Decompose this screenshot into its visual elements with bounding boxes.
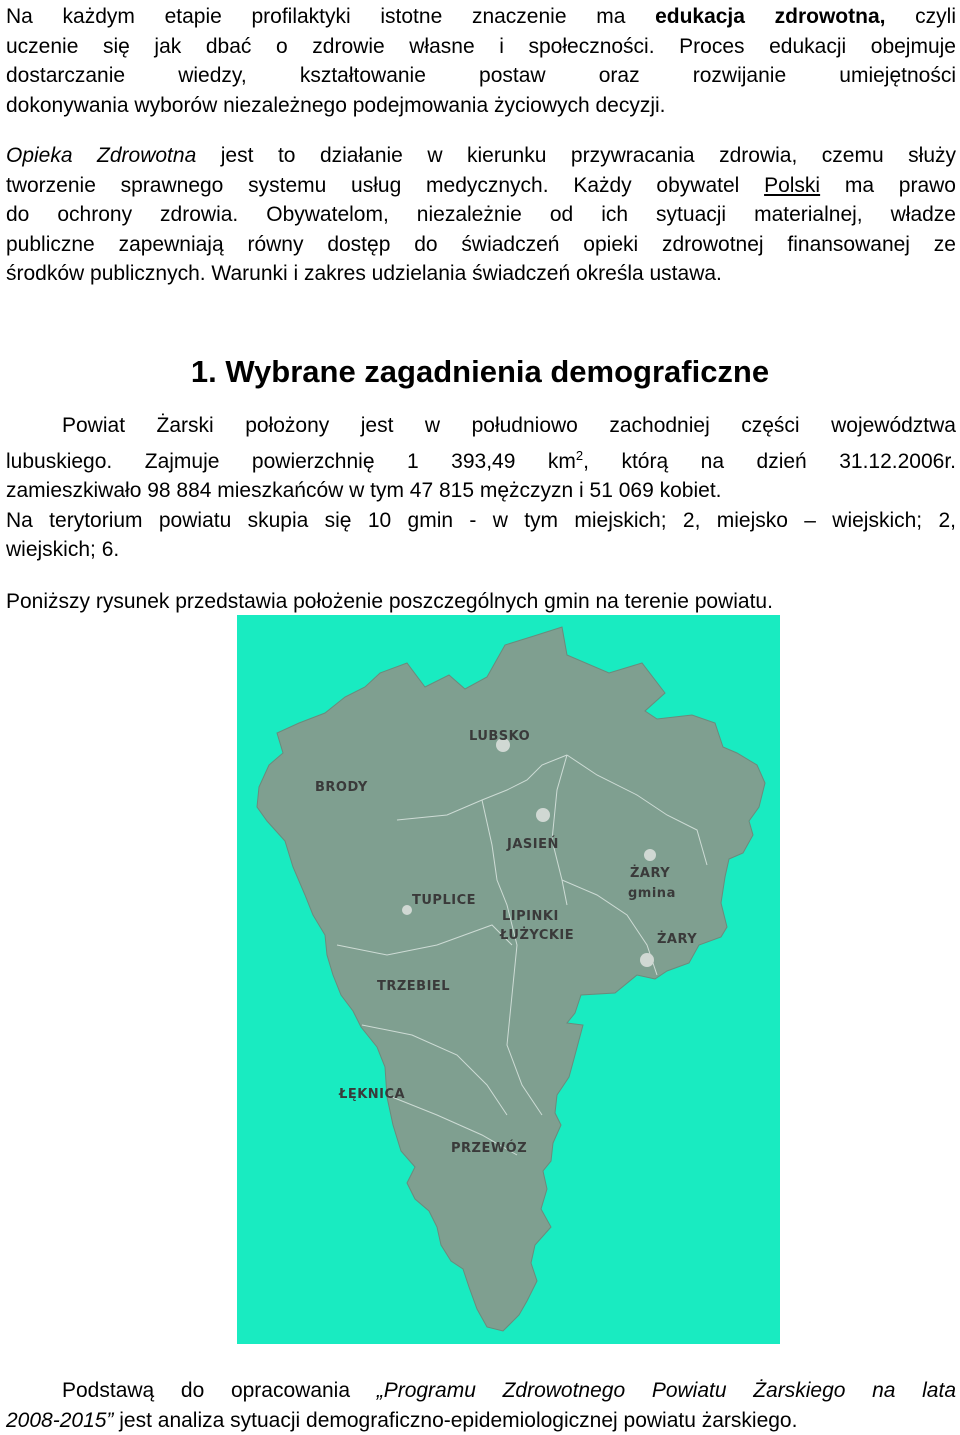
p1-line-2: uczenie się jak dbać o zdrowie własne i społeczności. Proces edukacji obejmuje xyxy=(6,32,956,62)
superscript: 2 xyxy=(576,448,583,463)
map-label-tuplice: TUPLICE xyxy=(412,893,476,908)
p2-line-4: publiczne zapewniają równy dostęp do świadczeń opieki zdrowotnej finansowanej ze xyxy=(6,230,956,260)
map-label-luzyckie: ŁUŻYCKIE xyxy=(499,927,574,943)
program-title-italic: „Programu Zdrowotnego Powiatu Żarskiego na lata xyxy=(377,1379,956,1402)
map-label-leknica: ŁĘKNICA xyxy=(338,1087,405,1102)
p3-line-5: wiejskich; 6. xyxy=(6,535,956,565)
map-label-lubsko: LUBSKO xyxy=(469,729,530,744)
p5-line-2: 2008-2015” jest analiza sytuacji demograficzno-epidemiologicznej powiatu żarskiego. xyxy=(6,1406,956,1435)
paragraph-map-intro xyxy=(6,587,956,617)
town-dot xyxy=(402,905,412,915)
town-dot xyxy=(640,953,654,967)
town-dot xyxy=(536,808,550,822)
p1-line-4: dokonywania wyborów niezależnego podejmowania życiowych decyzji. xyxy=(6,91,956,121)
polski-link[interactable]: Polski xyxy=(764,174,820,197)
p1-bold-phrase: edukacja zdrowotna, xyxy=(655,5,885,28)
p2-line-1: Opieka Zdrowotna jest to działanie w kierunku przywracania zdrowia, czemu służy xyxy=(6,141,956,171)
map-label-trzebiel: TRZEBIEL xyxy=(377,979,450,994)
county-map-svg xyxy=(237,615,780,1344)
p2-italic-term: Opieka Zdrowotna xyxy=(6,144,196,167)
paragraph-demographics xyxy=(6,411,956,565)
p3-line-2: lubuskiego. Zajmuje powierzchnię 1 393,49 $km^2$, którą na dzień 31.12.2006r. xyxy=(6,441,956,477)
p3-line-3: zamieszkiwało 98 884 mieszkańców w tym 47 815 mężczyzn i 51 069 kobiet. xyxy=(6,476,956,506)
map-label-zary-gmina-suffix: gmina xyxy=(628,886,676,901)
map-label-przewoz: PRZEWÓZ xyxy=(451,1140,527,1156)
p1-line-1: Na każdym etapie profilaktyki istotne znaczenie ma edukacja zdrowotna, czyli xyxy=(6,2,956,32)
paragraph-health-care xyxy=(6,141,956,289)
map-label-zary-gmina: ŻARY xyxy=(630,865,670,881)
map-label-zary: ŻARY xyxy=(657,931,697,947)
p3-line-1: Powiat Żarski położony jest w południowo zachodniej części województwa xyxy=(6,411,956,441)
section-heading: 1. Wybrane zagadnienia demograficzne xyxy=(0,354,960,390)
p3-line-4: Na terytorium powiatu skupia się 10 gmin - w tym miejskich; 2, miejsko – wiejskich; 2, xyxy=(6,506,956,536)
paragraph-program-basis xyxy=(6,1376,956,1435)
town-dot xyxy=(644,849,656,861)
county-map xyxy=(237,615,780,1344)
p2-line-5: środków publicznych. Warunki i zakres udzielania świadczeń określa ustawa. xyxy=(6,259,956,289)
map-label-jasien: JASIEŃ xyxy=(506,836,559,852)
p4-line-1: Poniższy rysunek przedstawia położenie poszczególnych gmin na terenie powiatu. xyxy=(6,587,956,617)
p2-line-2: tworzenie sprawnego systemu usług medycznych. Każdy obywatel Polski ma prawo xyxy=(6,171,956,201)
p5-line-1: Podstawą do opracowania „Programu Zdrowotnego Powiatu Żarskiego na lata xyxy=(6,1376,956,1406)
program-years-italic: 2008-2015” xyxy=(6,1409,113,1432)
map-label-brody: BRODY xyxy=(315,780,368,795)
paragraph-health-education xyxy=(6,2,956,120)
p2-line-3: do ochrony zdrowia. Obywatelom, niezależnie od ich sytuacji materialnej, władze xyxy=(6,200,956,230)
p1-line-3: dostarczanie wiedzy, kształtowanie postaw oraz rozwijanie umiejętności xyxy=(6,61,956,91)
map-label-lipinki: LIPINKI xyxy=(502,909,559,924)
